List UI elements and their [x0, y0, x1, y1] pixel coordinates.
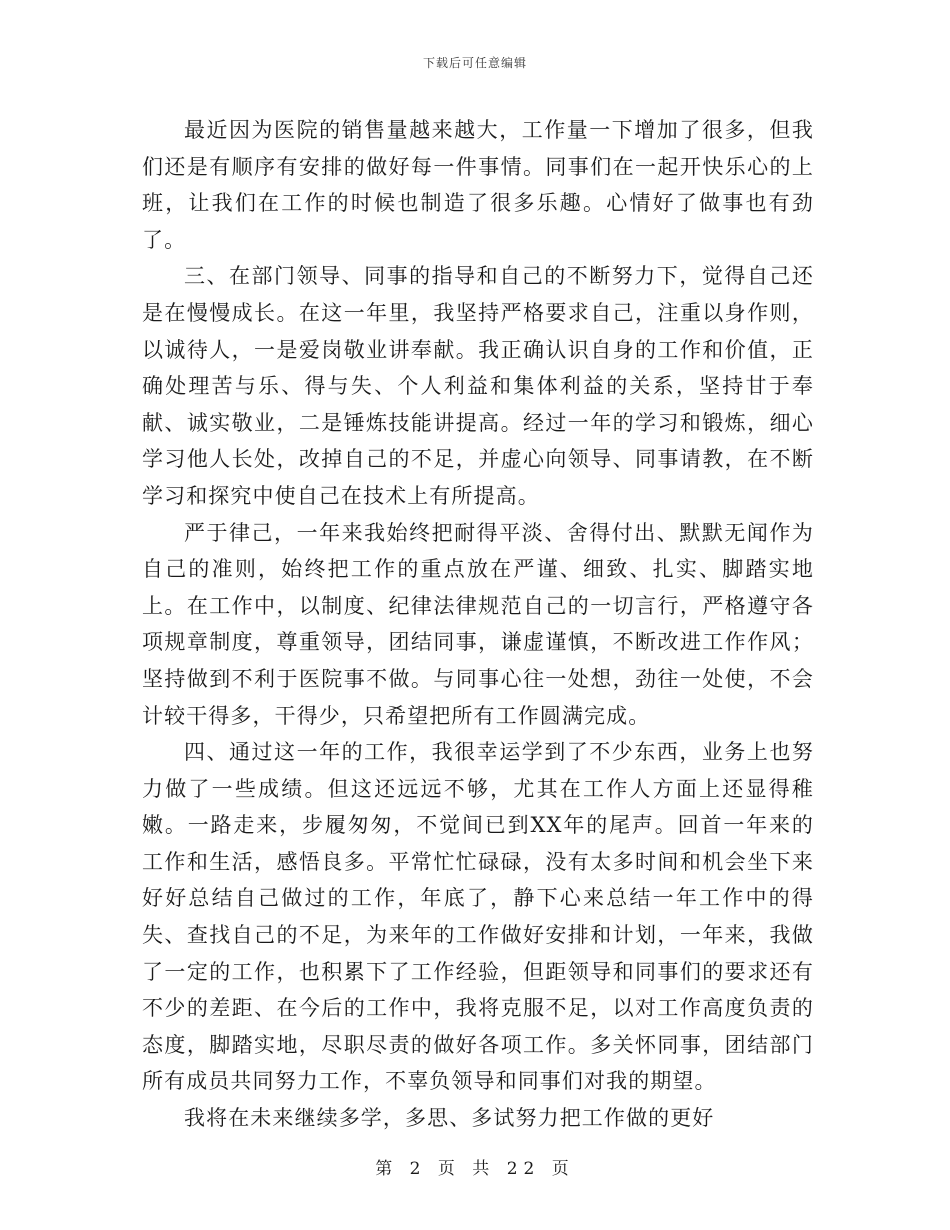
body-text: [142, 112, 814, 1137]
header-note: 下载后可任意编辑: [422, 56, 527, 70]
paragraph-2: 三、在部门领导、同事的指导和自己的不断努力下，觉得自己还是在慢慢成长。在这一年里，我坚持严格要求自己，注重以身作则，以诚待人，一是爱岗敬业讲奉献。我正确认识自身的工作和价值，正确处理苦与乐、得与失、个人利益和集体利益的关系，坚持甘于奉献、诚实敬业，二是锤炼技能讲提高。经过一年的学习和锻炼，细心学习他人长处，改掉自己的不足，并虚心向领导、同事请教，在不断学习和探究中使自己在技术上有所提高。: [142, 264, 814, 508]
page-number-footer: 第 2 页 共 22 页: [375, 1159, 575, 1179]
paragraph-1: 最近因为医院的销售量越来越大，工作量一下增加了很多，但我们还是有顺序有安排的做好每一件事情。同事们在一起开快乐心的上班，让我们在工作的时候也制造了很多乐趣。心情好了做事也有劲了。: [142, 118, 814, 252]
paragraph-4: 四、通过这一年的工作，我很幸运学到了不少东西，业务上也努力做了一些成绩。但这还远远不够，尤其在工作人方面上还显得稚嫩。一路走来，步履匆匆，不觉间已到XX年的尾声。回首一年来的工作和生活，感悟良多。平常忙忙碌碌，没有太多时间和机会坐下来好好总结自己做过的工作，年底了，静下心来总结一年工作中的得失、查找自己的不足，为来年的工作做好安排和计划，一年来，我做了一定的工作，也积累下了工作经验，但距领导和同事们的要求还有不少的差距、在今后的工作中，我将克服不足，以对工作高度负责的态度，脚踏实地，尽职尽责的做好各项工作。多关怀同事，团结部门所有成员共同努力工作，不辜负领导和同事们对我的期望。: [142, 740, 814, 1094]
paragraph-5: 我将在未来继续多学，多思、多试努力把工作做的更好: [184, 1106, 715, 1131]
paragraph-3: 严于律己，一年来我始终把耐得平淡、舍得付出、默默无闻作为自己的准则，始终把工作的重点放在严谨、细致、扎实、脚踏实地上。在工作中，以制度、纪律法律规范自己的一切言行，严格遵守各项规章制度，尊重领导，团结同事，谦虚谨慎，不断改进工作作风；坚持做到不利于医院事不做。与同事心往一处想，劲往一处使，不会计较干得多，干得少，只希望把所有工作圆满完成。: [142, 520, 814, 728]
